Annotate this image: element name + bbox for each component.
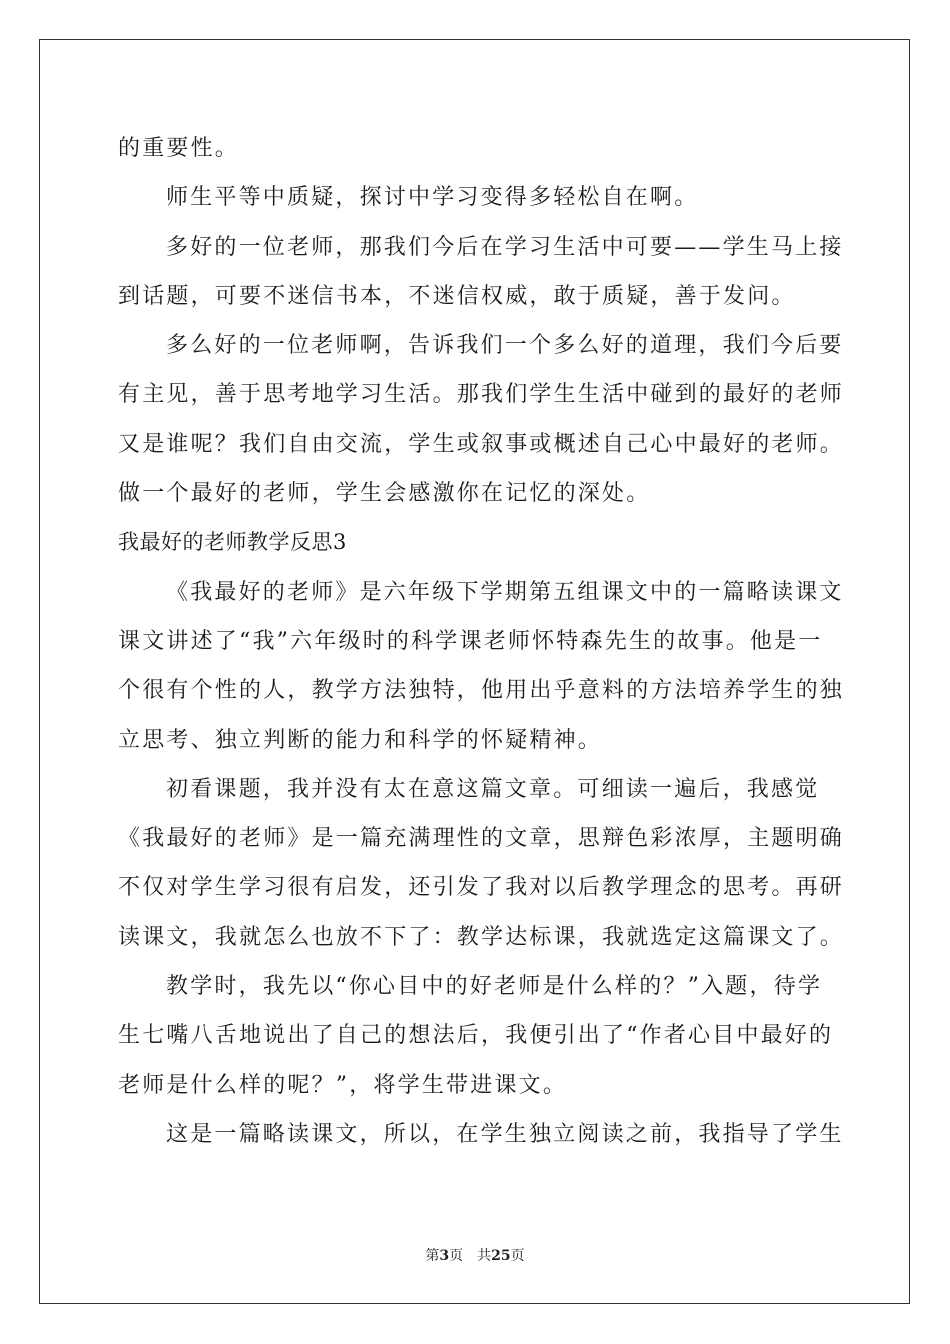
page-prefix: 第 [425,1248,440,1264]
page-number: 3 [439,1248,450,1264]
paragraph-start: 这是一篇略读课文，所以，在学生独立阅读之前，我指导了学生 [166,1121,844,1147]
text-line: 读课文，我就怎么也放不下了：教学达标课，我就选定这篇课文了。 [118,924,845,950]
text-line: 有主见，善于思考地学习生活。那我们学生生活中碰到的最好的老师 [118,382,845,408]
text-line: 个很有个性的人，教学方法独特，他用出乎意料的方法培养学生的独 [118,678,845,704]
page-suffix: 页 [449,1248,464,1264]
paragraph-start: 《我最好的老师》是六年级下学期第五组课文中的一篇略读课文 [166,579,844,605]
text-line: 老师是什么样的呢？”，将学生带进课文。 [118,1072,568,1098]
paragraph-start: 教学时，我先以“你心目中的好老师是什么样的？”入题，待学 [166,974,823,1000]
total-suffix: 页 [510,1248,525,1264]
text-line: 又是谁呢？我们自由交流，学生或叙事或概述自己心中最好的老师。 [118,431,845,457]
paragraph-start: 多么好的一位老师啊，告诉我们一个多么好的道理，我们今后要 [166,333,844,359]
document-body [118,124,845,1159]
paragraph-start: 多好的一位老师，那我们今后在学习生活中可要——学生马上接 [166,234,844,260]
text-line: 生七嘴八舌地说出了自己的想法后，我便引出了“作者心目中最好的 [118,1023,834,1049]
total-pages: 25 [491,1248,511,1264]
text-line: 课文讲述了“我”六年级时的科学课老师怀特森先生的故事。他是一 [118,628,823,654]
page-footer [0,1246,950,1266]
paragraph-start: 初看课题，我并没有太在意这篇文章。可细读一遍后，我感觉 [166,776,820,802]
text-line: 立思考、独立判断的能力和科学的怀疑精神。 [118,727,603,753]
text-line: 做一个最好的老师，学生会感激你在记忆的深处。 [118,481,651,507]
paragraph-start: 师生平等中质疑，探讨中学习变得多轻松自在啊。 [166,185,699,211]
text-line: 的重要性。 [118,136,240,161]
text-line: 到话题，可要不迷信书本，不迷信权威，敢于质疑，善于发问。 [118,283,796,309]
section-heading: 我最好的老师教学反思3 [118,530,347,555]
text-line: 不仅对学生学习很有启发，还引发了我对以后教学理念的思考。再研 [118,875,845,901]
text-line: 《我最好的老师》是一篇充满理性的文章，思辩色彩浓厚，主题明确 [118,826,845,852]
total-prefix: 共 [477,1248,492,1264]
